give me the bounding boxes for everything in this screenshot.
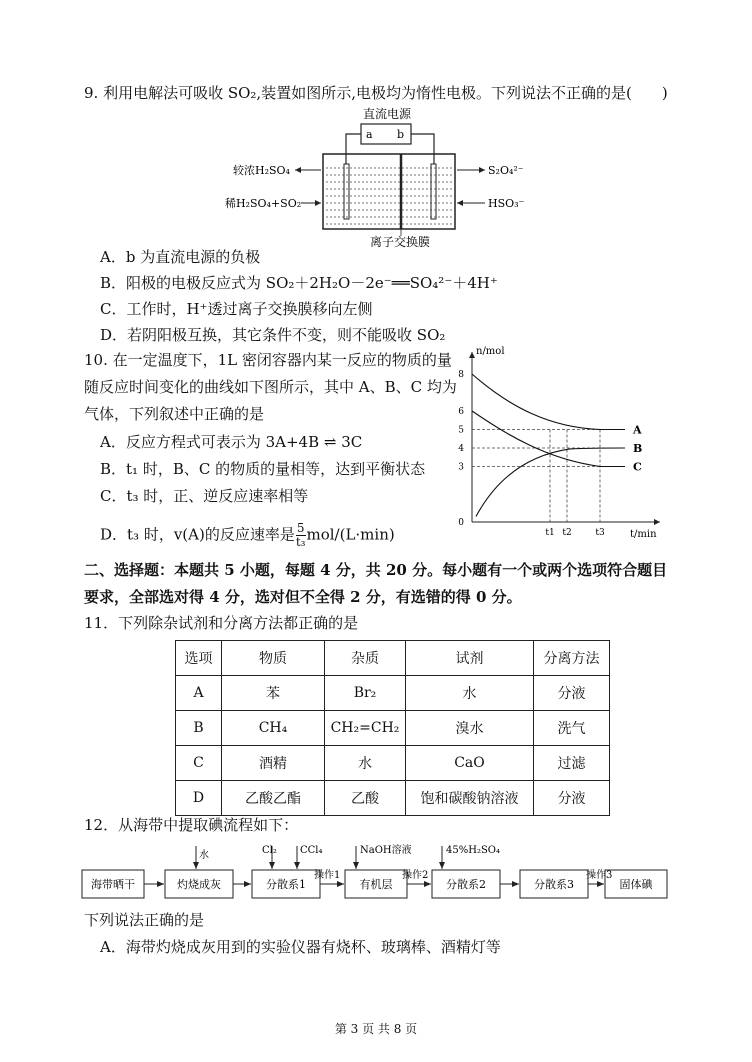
flow-box-label: 有机层 (359, 878, 393, 891)
power-supply-label: 直流电源 (363, 107, 412, 121)
y-tick-label: 5 (458, 425, 464, 436)
flow-box-label: 灼烧成灰 (177, 878, 221, 891)
q10-rate-denominator: t₃ (295, 535, 306, 549)
y-tick-label: 4 (458, 444, 464, 454)
q9-option-c: C．工作时，H⁺透过离子交换膜移向左侧 (100, 300, 373, 318)
operation-label: 操作3 (586, 870, 613, 881)
q10-option-c: C．t₃ 时，正、逆反应速率相等 (100, 487, 309, 505)
flow-box-label: 固体碘 (619, 878, 653, 891)
q9-stem: 9. 利用电解法可吸收 SO₂,装置如图所示,电极均为惰性电极。下列说法不正确的是( ) (84, 84, 668, 102)
q9-electrolysis-figure (225, 104, 555, 249)
q12-stem: 12．从海带中提取碘流程如下： (84, 816, 299, 834)
reagent-label: CCl₄ (300, 845, 323, 856)
q11-table (175, 640, 610, 816)
flow-box-label: 海带晒干 (91, 878, 135, 891)
table-cell: 饱和碳酸钠溶液 (406, 781, 534, 816)
table-cell: CH₄ (222, 711, 325, 746)
right-top-label: S₂O₄²⁻ (488, 164, 524, 177)
header-cell: 杂质 (325, 641, 406, 676)
header-cell: 选项 (176, 641, 222, 676)
q10-option-d-suffix: mol/(L·min) (306, 525, 395, 544)
table-cell: 水 (406, 676, 534, 711)
q12-option-a: A．海带灼烧成灰用到的实验仪器有烧杯、玻璃棒、酒精灯等 (100, 938, 501, 956)
table-row (176, 711, 610, 746)
table-cell: 乙酸 (325, 781, 406, 816)
flow-box-label: 分散系3 (534, 878, 574, 891)
y-tick-label: 3 (458, 462, 464, 473)
section2-line2: 要求，全部选对得 4 分，选对但不全得 2 分，有选错的得 0 分。 (84, 588, 522, 606)
table-cell: 过滤 (534, 746, 610, 781)
membrane-label: 离子交换膜 (370, 235, 431, 249)
table-cell: 洗气 (534, 711, 610, 746)
table-cell: 水 (325, 746, 406, 781)
table-cell: B (176, 711, 222, 746)
series-line-C (472, 411, 625, 467)
q11-stem: 11．下列除杂试剂和分离方法都正确的是 (84, 614, 359, 632)
table-row (176, 676, 610, 711)
reagent-label: 45%H₂SO₄ (446, 845, 501, 856)
y-tick-label: 8 (458, 370, 464, 380)
terminal-b-label: b (397, 128, 405, 141)
series-label-C: C (633, 460, 642, 474)
q9-option-a: A．b 为直流电源的负极 (100, 248, 261, 266)
flow-box-label: 分散系2 (446, 878, 486, 891)
q9-option-b: B．阳极的电极反应式为 SO₂＋2H₂O－2e⁻══SO₄²⁻＋4H⁺ (100, 274, 498, 292)
q10-stem-3: 气体，下列叙述中正确的是 (84, 405, 265, 423)
x-axis-label: t/min (630, 529, 657, 540)
q10-option-d (100, 522, 395, 549)
page-footer: 第 3 页 共 8 页 (334, 1022, 418, 1036)
left-top-label: 较浓H₂SO₄ (233, 164, 290, 177)
series-line-A (472, 374, 625, 430)
section2-line1: 二、选择题：本题共 5 小题，每题 4 分，共 20 分。每小题有一个或两个选项符合题目 (84, 561, 668, 579)
table-cell: D (176, 781, 222, 816)
table-cell: 分液 (534, 676, 610, 711)
table-row (176, 781, 610, 816)
q10-option-a: A．反应方程式可表示为 3A+4B ⇌ 3C (100, 433, 363, 451)
q10-option-b: B．t₁ 时，B、C 的物质的量相等，达到平衡状态 (100, 460, 426, 478)
table-cell: A (176, 676, 222, 711)
x-tick-label: t2 (562, 528, 572, 538)
q10-stem-2: 随反应时间变化的曲线如下图所示，其中 A、B、C 均为 (84, 378, 457, 396)
table-cell: CaO (406, 746, 534, 781)
x-tick-label: t1 (545, 528, 555, 538)
operation-label: 操作1 (314, 870, 341, 881)
operation-label: 操作2 (402, 870, 429, 881)
q10-rate-numerator: 5 (296, 521, 305, 535)
q10-rate-fraction (296, 522, 306, 549)
q12-flowchart (80, 840, 675, 905)
x-axis-arrow (654, 519, 660, 525)
reagent-label: Cl₂ (262, 845, 277, 856)
reagent-label: 水 (199, 850, 209, 861)
y-axis-arrow (469, 352, 475, 358)
series-label-A: A (633, 423, 642, 437)
table-cell: 溴水 (406, 711, 534, 746)
q10-option-d-prefix: D．t₃ 时，v(A)的反应速率是 (100, 525, 295, 544)
header-cell: 分离方法 (534, 641, 610, 676)
terminal-a-label: a (366, 128, 373, 141)
header-cell: 物质 (222, 641, 325, 676)
y-tick-label: 0 (458, 518, 464, 528)
table-cell: C (176, 746, 222, 781)
table-row (176, 746, 610, 781)
header-cell: 试剂 (406, 641, 534, 676)
series-line-B (476, 448, 625, 516)
table-header-row (176, 641, 610, 676)
y-axis-label: n/mol (476, 346, 505, 357)
y-tick-label: 6 (458, 407, 464, 417)
q9-option-d: D．若阴阳极互换，其它条件不变，则不能吸收 SO₂ (100, 326, 446, 344)
flow-box-label: 分散系1 (266, 878, 306, 891)
right-bottom-label: HSO₃⁻ (488, 197, 525, 210)
table-cell: 乙酸乙酯 (222, 781, 325, 816)
reagent-label: NaOH溶液 (360, 845, 412, 856)
table-cell: 酒精 (222, 746, 325, 781)
series-label-B: B (633, 442, 643, 455)
table-cell: Br₂ (325, 676, 406, 711)
left-bottom-label: 稀H₂SO₄+SO₂ (225, 197, 302, 210)
q12-after: 下列说法正确的是 (84, 911, 205, 929)
table-cell: 苯 (222, 676, 325, 711)
table-cell: CH₂=CH₂ (325, 711, 406, 746)
table-cell: 分液 (534, 781, 610, 816)
x-tick-label: t3 (595, 528, 605, 538)
q10-stem-1: 10. 在一定温度下，1L 密闭容器内某一反应的物质的量 (84, 351, 452, 369)
q10-amount-time-chart (450, 340, 680, 540)
